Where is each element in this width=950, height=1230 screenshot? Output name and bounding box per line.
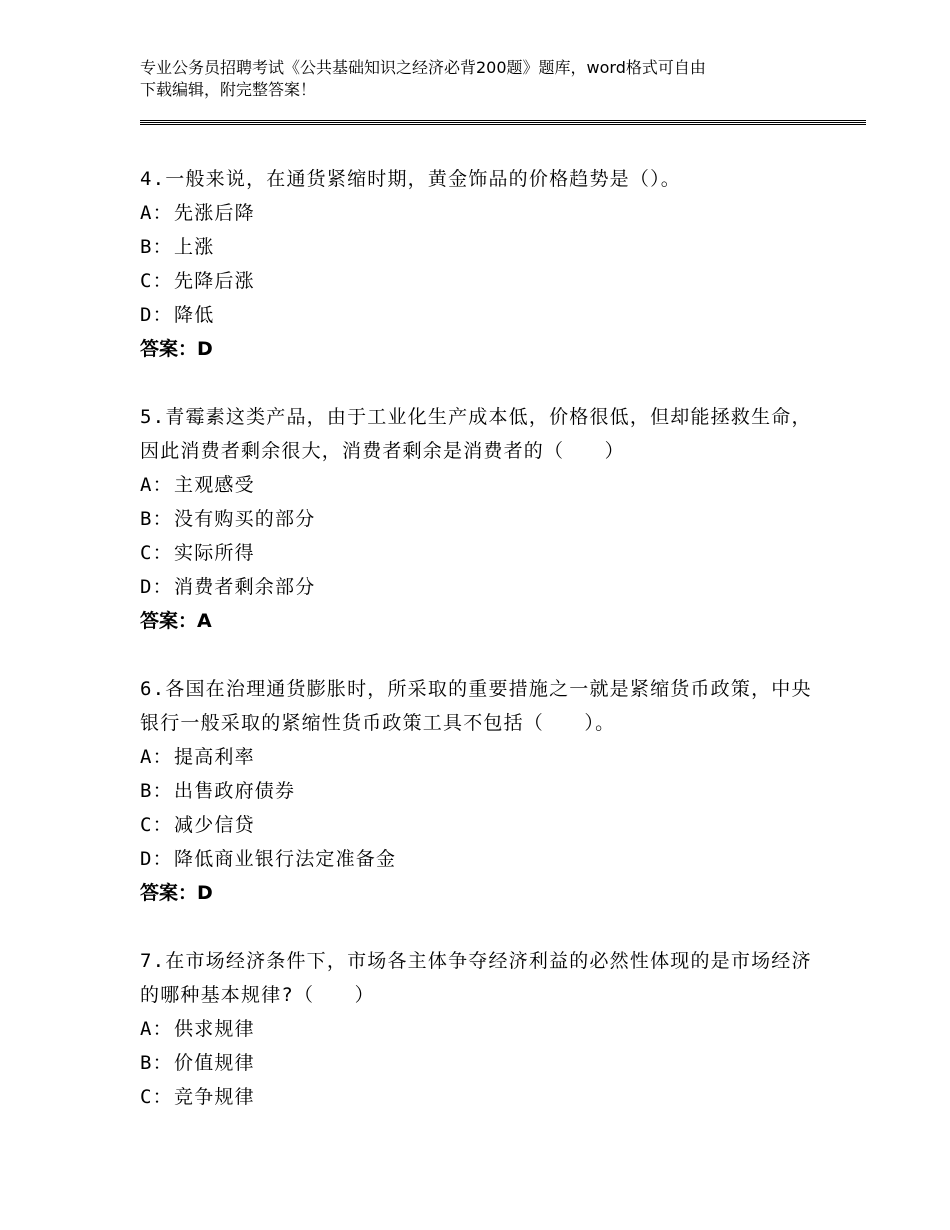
- question-6: [140, 672, 820, 910]
- option-text: 减少信贷: [174, 814, 255, 836]
- answer-line: 答案：A: [140, 610, 212, 632]
- question-7: [140, 944, 820, 1114]
- option-key: A：: [140, 746, 173, 768]
- option-key: D：: [140, 304, 173, 326]
- option-c: [140, 1080, 820, 1114]
- option-b: [140, 502, 820, 536]
- option-key: A：: [140, 202, 173, 224]
- question-4: [140, 162, 820, 366]
- option-c: [140, 808, 820, 842]
- header-divider: [140, 120, 866, 125]
- header-title-line-1: 专业公务员招聘考试《公共基础知识之经济必背200题》题库，word格式可自由: [140, 58, 706, 77]
- option-text: 实际所得: [174, 542, 255, 564]
- option-text: 先降后涨: [174, 270, 255, 292]
- option-text: 出售政府债券: [174, 780, 296, 802]
- option-a: [140, 1012, 820, 1046]
- option-key: B：: [140, 780, 173, 802]
- option-text: 竞争规律: [174, 1086, 255, 1108]
- option-a: [140, 468, 820, 502]
- question-stem: 6.各国在治理通货膨胀时，所采取的重要措施之一就是紧缩货币政策，中央银行一般采取的紧缩性货币政策工具不包括（ ）。: [140, 678, 812, 734]
- option-key: C：: [140, 542, 173, 564]
- option-d: [140, 570, 820, 604]
- option-text: 降低商业银行法定准备金: [174, 848, 397, 870]
- document-header: [140, 57, 810, 101]
- option-key: D：: [140, 576, 173, 598]
- answer-line: 答案：D: [140, 338, 213, 360]
- option-text: 先涨后降: [174, 202, 255, 224]
- header-title-line-2: 下载编辑，附完整答案！: [140, 80, 317, 99]
- option-b: [140, 1046, 820, 1080]
- option-a: [140, 740, 820, 774]
- option-text: 消费者剩余部分: [174, 576, 316, 598]
- option-key: C：: [140, 1086, 173, 1108]
- option-b: [140, 230, 820, 264]
- option-b: [140, 774, 820, 808]
- option-key: C：: [140, 814, 173, 836]
- answer-line: 答案：D: [140, 882, 213, 904]
- option-c: [140, 264, 820, 298]
- question-list: [140, 162, 820, 1148]
- question-stem: 4.一般来说，在通货紧缩时期，黄金饰品的价格趋势是（）。: [140, 168, 681, 190]
- option-c: [140, 536, 820, 570]
- option-d: [140, 298, 820, 332]
- option-key: A：: [140, 1018, 173, 1040]
- option-text: 没有购买的部分: [174, 508, 316, 530]
- question-stem: 5.青霉素这类产品，由于工业化生产成本低，价格很低，但却能拯救生命，因此消费者剩余很大，消费者剩余是消费者的（ ）: [140, 406, 812, 462]
- option-key: B：: [140, 236, 173, 258]
- option-key: D：: [140, 848, 173, 870]
- option-text: 价值规律: [174, 1052, 255, 1074]
- option-a: [140, 196, 820, 230]
- option-text: 上涨: [174, 236, 215, 258]
- option-key: B：: [140, 508, 173, 530]
- option-key: B：: [140, 1052, 173, 1074]
- question-stem: 7.在市场经济条件下，市场各主体争夺经济利益的必然性体现的是市场经济的哪种基本规律?（ ）: [140, 950, 812, 1006]
- question-5: [140, 400, 820, 638]
- option-key: A：: [140, 474, 173, 496]
- option-key: C：: [140, 270, 173, 292]
- option-d: [140, 842, 820, 876]
- option-text: 主观感受: [174, 474, 255, 496]
- option-text: 供求规律: [174, 1018, 255, 1040]
- option-text: 提高利率: [174, 746, 255, 768]
- option-text: 降低: [174, 304, 215, 326]
